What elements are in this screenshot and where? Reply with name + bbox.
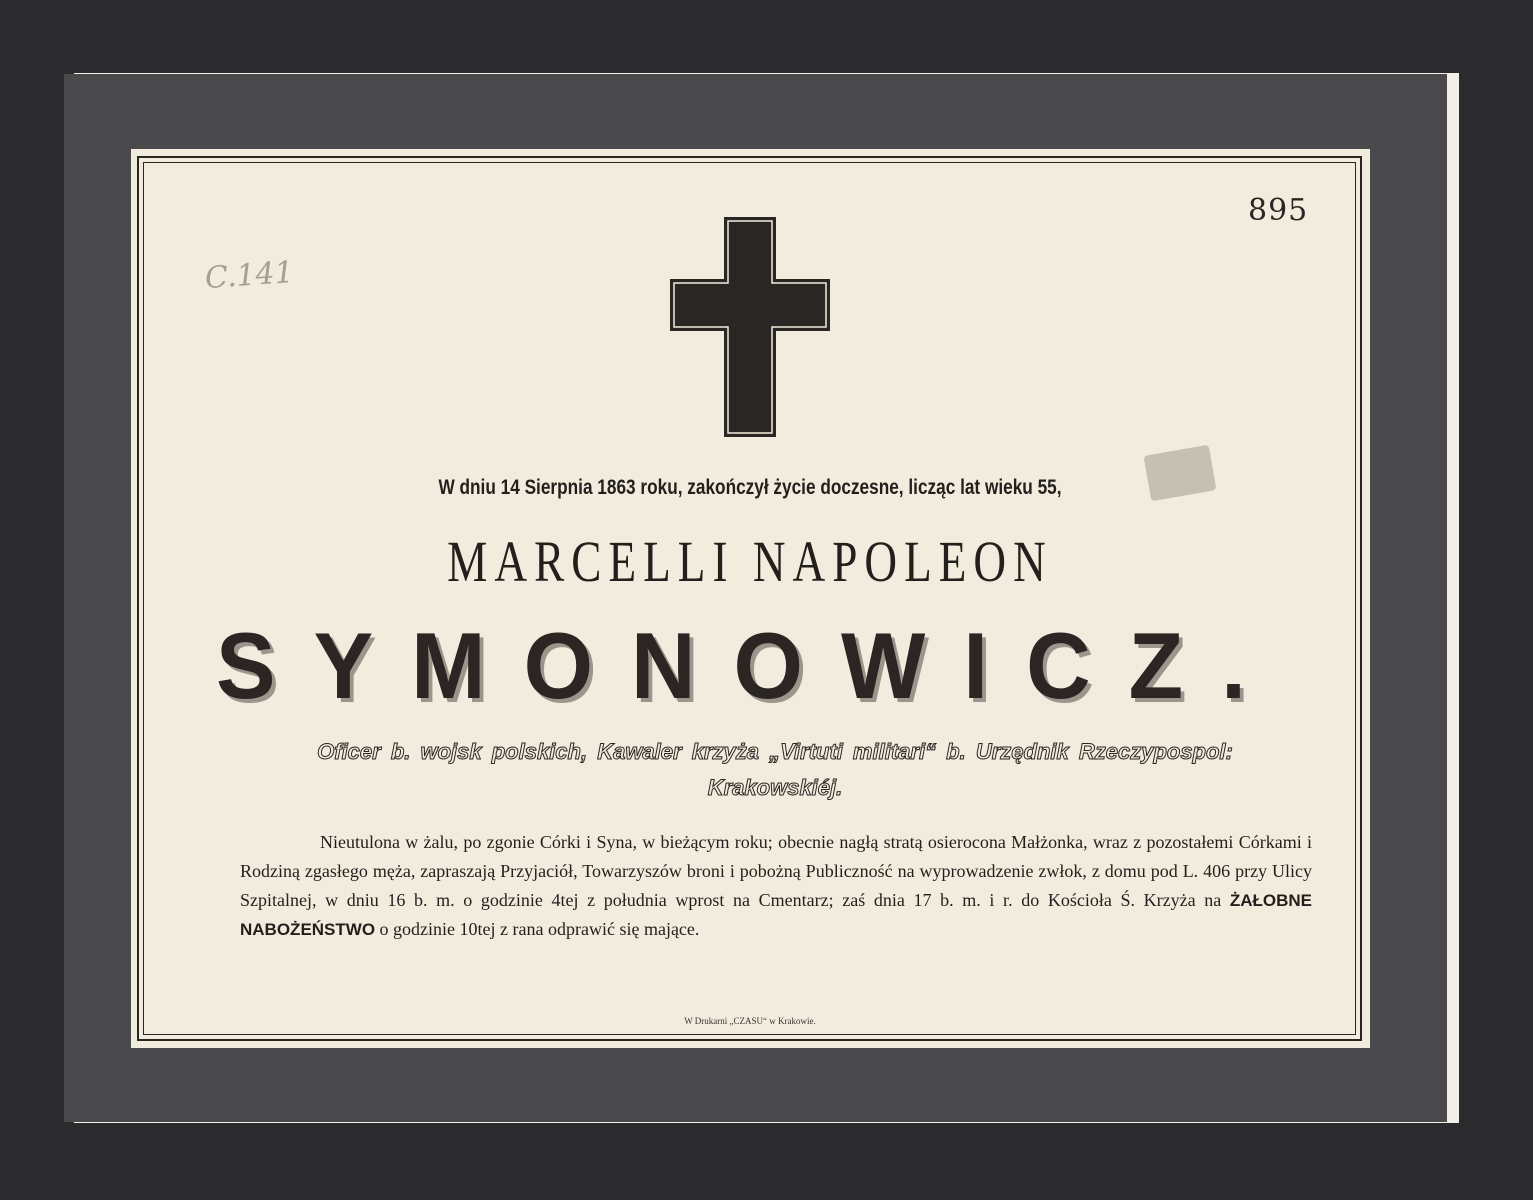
titles-line-2: Krakowskiéj.	[707, 775, 843, 800]
paragraph-text-end: o godzinie 10tej z rana odprawić się mające.	[379, 919, 700, 939]
titles	[240, 734, 1310, 806]
funeral-paragraph	[240, 828, 1312, 944]
handwritten-note: C.141	[203, 254, 295, 297]
given-names: MARCELLI NAPOLEON	[447, 529, 1053, 594]
paragraph-text: Nieutulona w żalu, po zgonie Córki i Syna, w bieżącym roku; obecnie nagłą stratą osierocona Małżonka, wraz z pozostałemi Córkami i Rodziną zgasłego męża, zapraszają Przyjaciół, Towarzyszów broni i pobożną Publiczność na wyprowadzenie zwłok, z domu pod L. 406 przy Ulicy Szpitalnej, w dniu 16 b. m. o godzinie 4tej z południa wprost na Cmentarz; zaś dnia 17 b. m. i r. do Kościoła Ś. Krzyża na	[240, 832, 1312, 910]
titles-line-1: Oficer b. wojsk polskich, Kawaler krzyża „Virtuti militari“ b. Urzędnik Rzeczypospol:	[317, 739, 1233, 764]
death-date-line: W dniu 14 Sierpnia 1863 roku, zakończył życie doczesne, licząc lat wieku 55,	[438, 476, 1062, 499]
surname: SYMONOWICZ.	[216, 613, 1284, 718]
paragraph-emphasis: ŻAŁOBNE NABOŻEŃSTWO	[240, 891, 1312, 939]
printer-imprint: W Drukarni „CZASU“ w Krakowie.	[684, 1016, 816, 1026]
cross-icon	[670, 217, 830, 437]
page-number: 895	[1248, 193, 1309, 228]
